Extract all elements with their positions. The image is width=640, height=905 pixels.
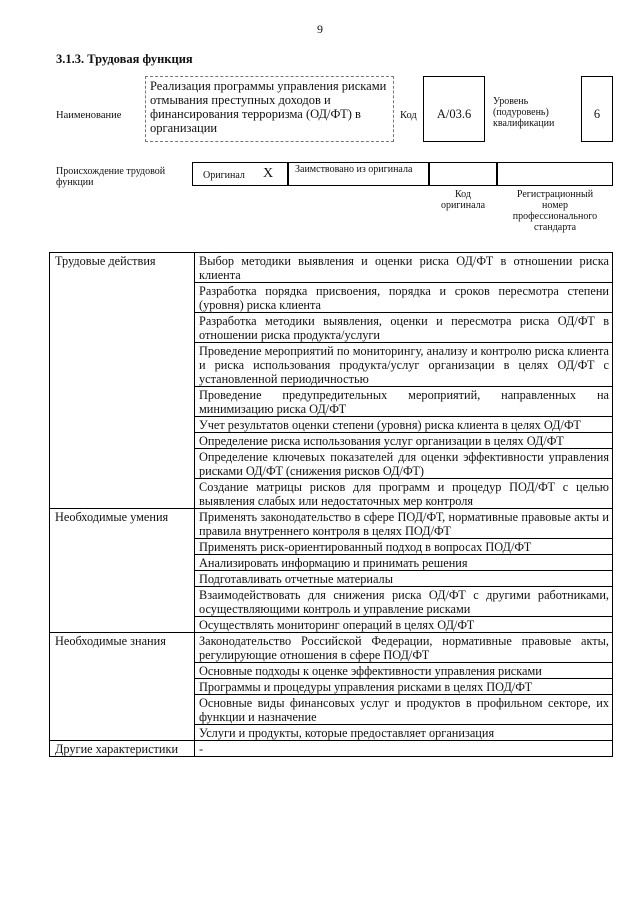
code-original-caption: Код оригинала xyxy=(440,189,486,211)
row-header: Необходимые знания xyxy=(50,633,195,741)
name-value: Реализация программы управления рисками отмывания преступных доходов и финансирования терроризма (ОД/ФТ) в организации xyxy=(150,79,387,135)
table-cell: Создание матрицы рисков для программ и процедур ПОД/ФТ с целью выявления слабых или недостаточных мер контроля xyxy=(195,479,613,509)
table-cell: Проведение предупредительных мероприятий, направленных на минимизацию риска ОД/ФТ xyxy=(195,387,613,417)
table-cell: Основные виды финансовых услуг и продуктов в профильном секторе, их функции и назначение xyxy=(195,695,613,725)
table-row xyxy=(50,633,613,663)
name-label: Наименование xyxy=(56,110,122,121)
table-cell: Законодательство Российской Федерации, нормативные правовые акты, регулирующие отношения в сфере ПОД/ФТ xyxy=(195,633,613,663)
original-box xyxy=(192,162,288,186)
table-cell: Основные подходы к оценке эффективности управления рисками xyxy=(195,663,613,679)
reg-number-box xyxy=(497,162,613,186)
table-cell: Применять риск-ориентированный подход в вопросах ПОД/ФТ xyxy=(195,539,613,555)
table-cell: Разработка порядка присвоения, порядка и сроков пересмотра степени (уровня) риска клиента xyxy=(195,283,613,313)
table-cell: Программы и процедуры управления рисками в целях ПОД/ФТ xyxy=(195,679,613,695)
code-original-box xyxy=(429,162,497,186)
table-row xyxy=(50,741,613,757)
table-row xyxy=(50,509,613,539)
function-table xyxy=(49,252,613,757)
code-value-box xyxy=(423,76,485,142)
table-cell: Применять законодательство в сфере ПОД/ФТ, нормативные правовые акты и правила внутреннего контроля в целях ПОД/ФТ xyxy=(195,509,613,539)
code-label: Код xyxy=(400,110,417,121)
table-cell: Услуги и продукты, которые предоставляет организация xyxy=(195,725,613,741)
table-cell: Подготавливать отчетные материалы xyxy=(195,571,613,587)
table-row xyxy=(50,253,613,283)
row-header: Необходимые умения xyxy=(50,509,195,633)
borrowed-label: Заимствовано из оригинала xyxy=(295,164,413,175)
section-title: 3.1.3. Трудовая функция xyxy=(56,52,193,66)
table-cell: Анализировать информацию и принимать решения xyxy=(195,555,613,571)
table-cell: Осуществлять мониторинг операций в целях ОД/ФТ xyxy=(195,617,613,633)
page-number: 9 xyxy=(317,22,323,36)
original-mark: X xyxy=(263,166,274,181)
table-cell: Разработка методики выявления, оценки и пересмотра риска ОД/ФТ в отношении риска продукта/услуги xyxy=(195,313,613,343)
level-label: Уровень (подуровень) квалификации xyxy=(493,96,555,129)
original-label: Оригинал xyxy=(203,170,245,181)
reg-number-caption: Регистрационный номер профессионального стандарта xyxy=(512,189,598,233)
table-cell: Выбор методики выявления и оценки риска ОД/ФТ в отношении риска клиента xyxy=(195,253,613,283)
table-cell: - xyxy=(195,741,613,757)
row-header: Трудовые действия xyxy=(50,253,195,509)
table-cell: Проведение мероприятий по мониторингу, анализу и контролю риска клиента и риска использования продукта/услуг организации в целях ОД/ФТ с установленной периодичностью xyxy=(195,343,613,387)
row-header: Другие характеристики xyxy=(50,741,195,757)
table-cell: Определение риска использования услуг организации в целях ОД/ФТ xyxy=(195,433,613,449)
table-cell: Учет результатов оценки степени (уровня) риска клиента в целях ОД/ФТ xyxy=(195,417,613,433)
table-cell: Определение ключевых показателей для оценки эффективности управления рисками ОД/ФТ (снижения рисков ОД/ФТ) xyxy=(195,449,613,479)
name-value-box xyxy=(145,76,394,142)
borrowed-box xyxy=(288,162,429,186)
origin-label: Происхождение трудовой функции xyxy=(56,166,166,188)
code-value: А/03.6 xyxy=(436,107,472,121)
level-value-box xyxy=(581,76,613,142)
level-value: 6 xyxy=(593,107,601,121)
table-cell: Взаимодействовать для снижения риска ОД/ФТ с другими работниками, осуществляющими контроль и управление рисками xyxy=(195,587,613,617)
